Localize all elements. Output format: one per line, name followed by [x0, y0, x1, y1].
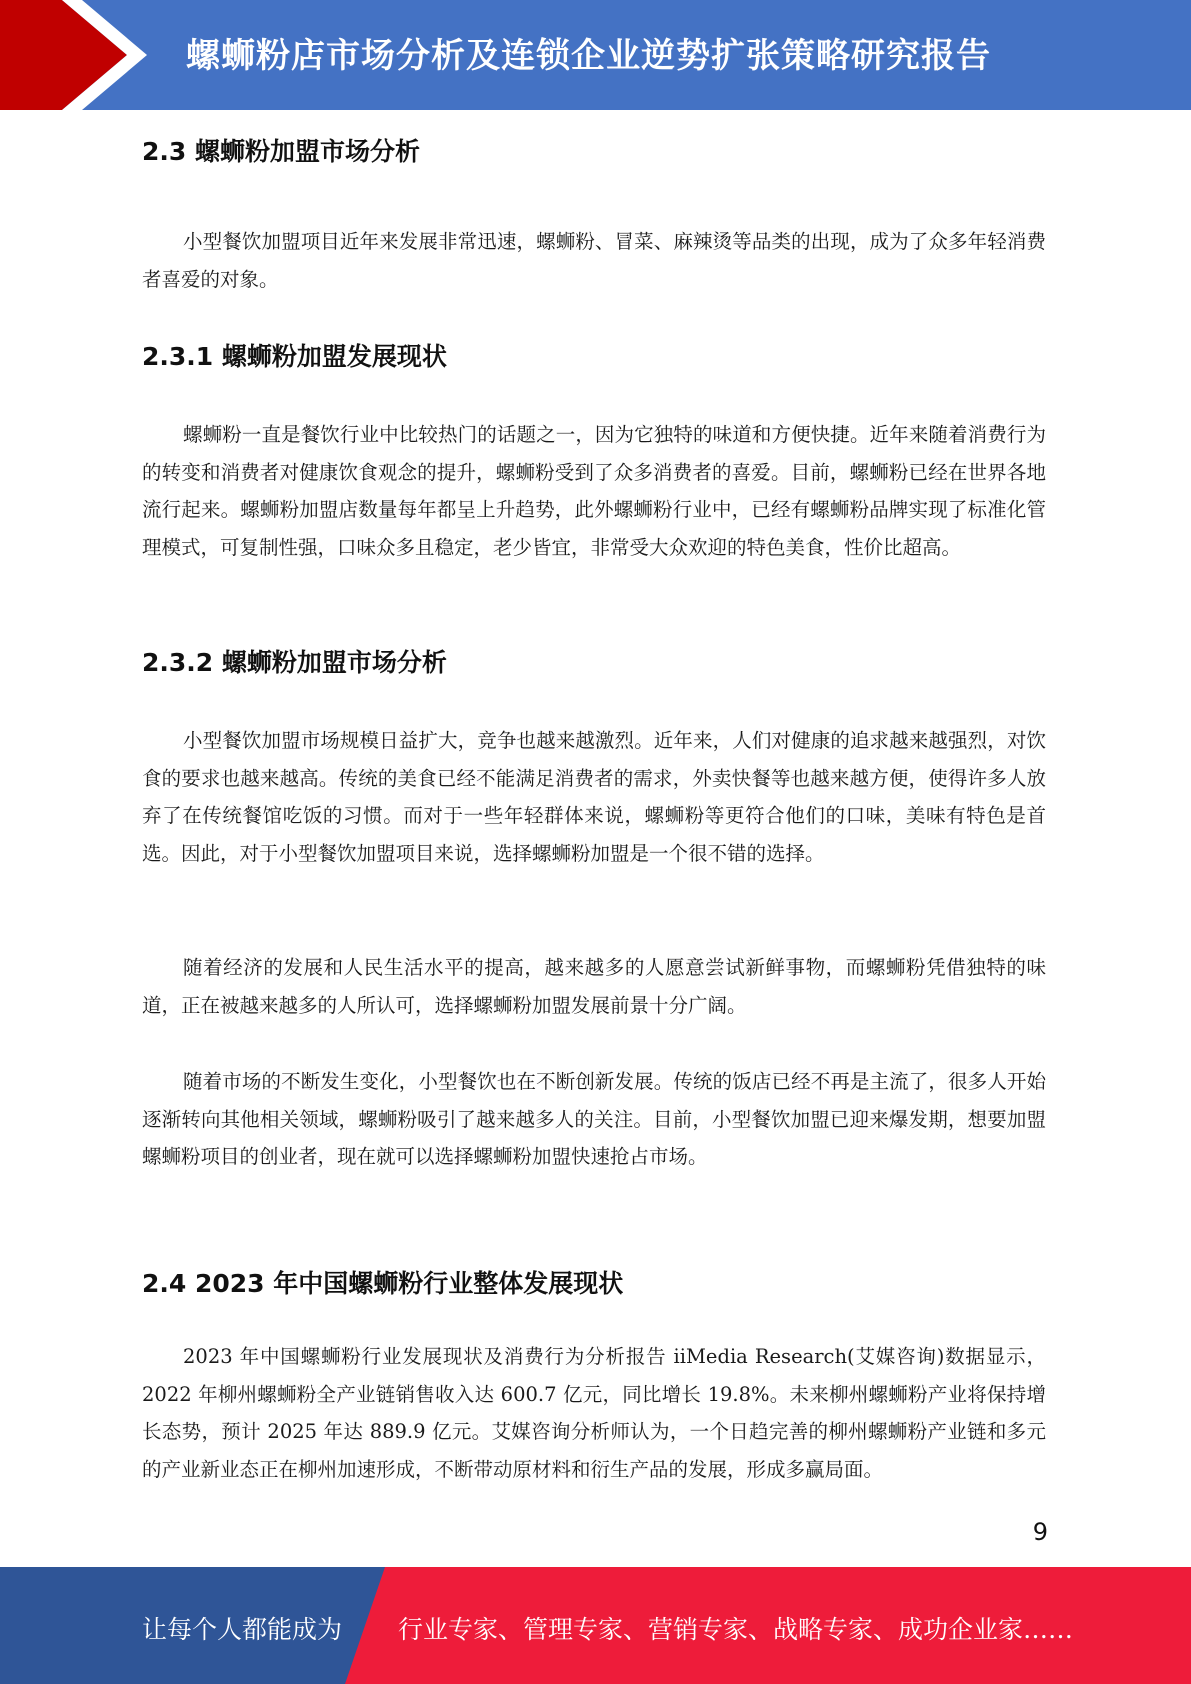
paragraph: 随着市场的不断发生变化，小型餐饮也在不断创新发展。传统的饭店已经不再是主流了，很多人开始逐渐转向其他相关领域，螺蛳粉吸引了越来越多人的关注。目前，小型餐饮加盟已迎来爆发期，想要加盟螺蛳粉项目的创业者，现在就可以选择螺蛳粉加盟快速抢占市场。: [142, 1070, 1046, 1168]
header-band: [0, 0, 1191, 110]
header-chevron-graphic: [0, 0, 160, 110]
footer-band: [0, 1567, 1191, 1684]
paragraph: 小型餐饮加盟市场规模日益扩大，竞争也越来越激烈。近年来，人们对健康的追求越来越强烈，对饮食的要求也越来越高。传统的美食已经不能满足消费者的需求，外卖快餐等也越来越方便，使得许多人放弃了在传统餐馆吃饭的习惯。而对于一些年轻群体来说，螺蛳粉等更符合他们的口味，美味有特色是首选。因此，对于小型餐饮加盟项目来说，选择螺蛳粉加盟是一个很不错的选择。: [142, 729, 1046, 865]
page-number: 9: [1032, 1518, 1048, 1546]
section-heading-2-3-2: 2.3.2 螺蛳粉加盟市场分析: [142, 648, 447, 677]
footer-slogan: 让每个人都能成为: [142, 1615, 343, 1644]
paragraph: 2023 年中国螺蛳粉行业发展现状及消费行为分析报告 iiMedia Research(艾媒咨询)数据显示，2022 年柳州螺蛳粉全产业链销售收入达 600.7 亿元，同比增长 19.8%。未来柳州螺蛳粉产业将保持增长态势，预计 2025 年达 889.9 亿元。艾媒咨询分析师认为，一个日趋完善的柳州螺蛳粉产业链和多元的产业新业态正在柳州加速形成，不断带动原材料和衍生产品的发展，形成多赢局面。: [142, 1345, 1046, 1481]
section-heading-2-3: 2.3 螺蛳粉加盟市场分析: [142, 137, 420, 166]
paragraph: 小型餐饮加盟项目近年来发展非常迅速，螺蛳粉、冒菜、麻辣烫等品类的出现，成为了众多年轻消费者喜爱的对象。: [142, 230, 1046, 291]
section-heading-2-4: 2.4 2023 年中国螺蛳粉行业整体发展现状: [142, 1269, 624, 1298]
section-heading-2-3-1: 2.3.1 螺蛳粉加盟发展现状: [142, 342, 447, 371]
report-title: 螺蛳粉店市场分析及连锁企业逆势扩张策略研究报告: [186, 36, 991, 76]
footer-roles: 行业专家、管理专家、营销专家、战略专家、成功企业家……: [398, 1615, 1074, 1644]
paragraph: 随着经济的发展和人民生活水平的提高，越来越多的人愿意尝试新鲜事物，而螺蛳粉凭借独特的味道，正在被越来越多的人所认可，选择螺蛳粉加盟发展前景十分广阔。: [142, 956, 1046, 1017]
paragraph: 螺蛳粉一直是餐饮行业中比较热门的话题之一，因为它独特的味道和方便快捷。近年来随着消费行为的转变和消费者对健康饮食观念的提升，螺蛳粉受到了众多消费者的喜爱。目前，螺蛳粉已经在世界各地流行起来。螺蛳粉加盟店数量每年都呈上升趋势，此外螺蛳粉行业中，已经有螺蛳粉品牌实现了标准化管理模式，可复制性强，口味众多且稳定，老少皆宜，非常受大众欢迎的特色美食，性价比超高。: [142, 423, 1046, 559]
